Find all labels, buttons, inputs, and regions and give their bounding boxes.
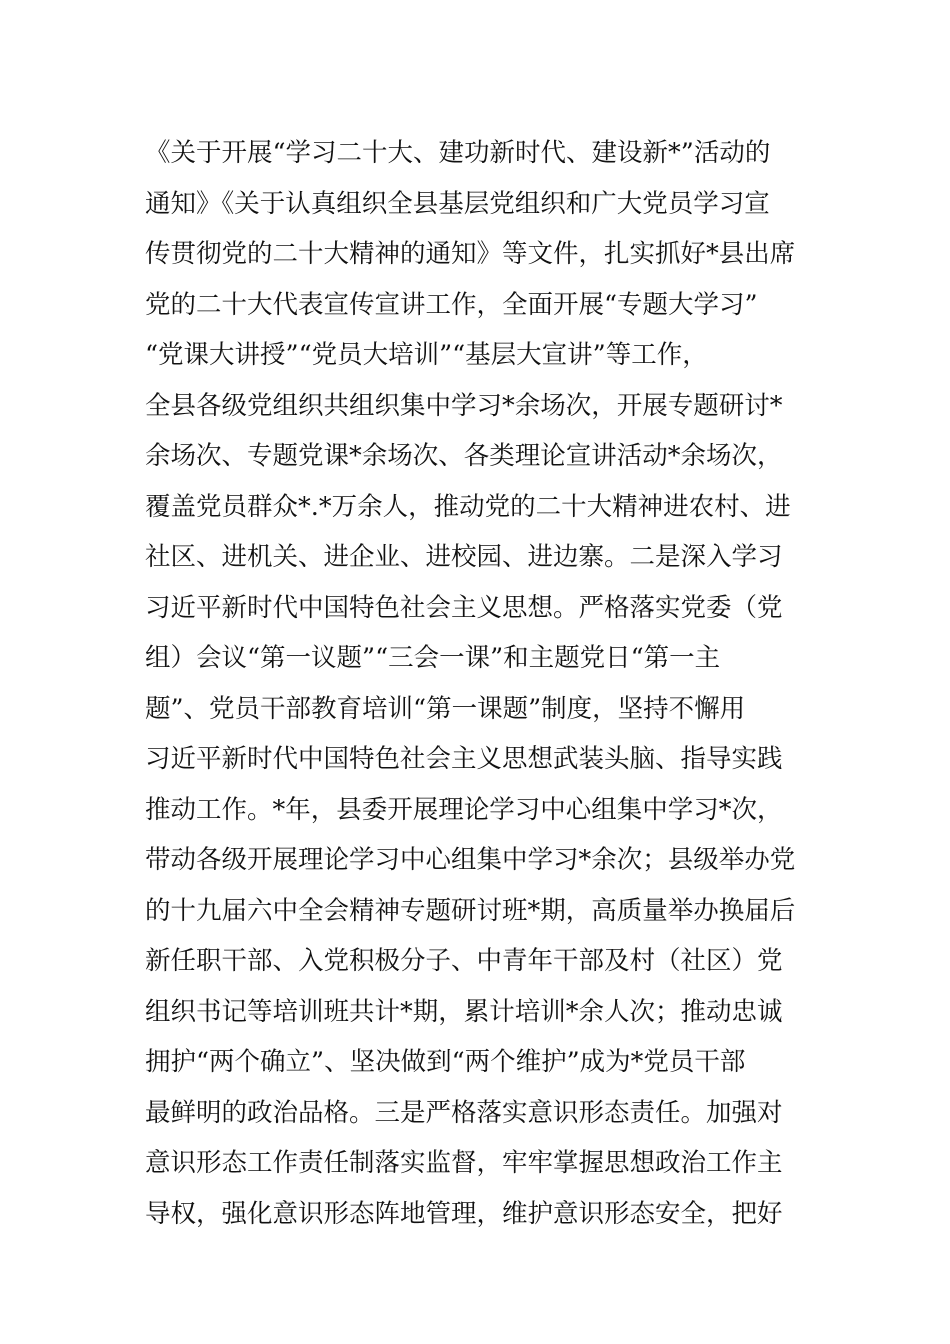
text-line: 组）会议“第一议题”“三会一课”和主题党日“第一主 xyxy=(145,643,721,673)
text-line: 《关于开展“学习二十大、建功新时代、建设新*”活动的 xyxy=(145,138,771,168)
text-line: 党的二十大代表宣传宣讲工作，全面开展“专题大学习” xyxy=(145,289,758,320)
text-line: 带动各级开展理论学习中心组集中学习*余次；县级举办党 xyxy=(145,845,796,875)
text-line: 推动工作。*年，县委开展理论学习中心组集中学习*次， xyxy=(145,794,783,825)
text-line: 覆盖党员群众*.*万余人，推动党的二十大精神进农村、进 xyxy=(145,491,791,522)
body-text xyxy=(145,128,825,1239)
text-line: 余场次、专题党课*余场次、各类理论宣讲活动*余场次， xyxy=(145,441,783,471)
text-line: 题”、党员干部教育培训“第一课题”制度，坚持不懈用 xyxy=(145,693,746,724)
text-line: 新任职干部、入党积极分子、中青年干部及村（社区）党 xyxy=(145,946,783,976)
text-line: “党课大讲授”“党员大培训”“基层大宣讲”等工作， xyxy=(145,340,708,370)
text-line: 习近平新时代中国特色社会主义思想。严格落实党委（党 xyxy=(145,592,783,623)
text-line: 全县各级党组织共组织集中学习*余场次，开展专题研讨* xyxy=(145,390,783,421)
text-line: 习近平新时代中国特色社会主义思想武装头脑、指导实践 xyxy=(145,744,783,774)
text-line: 社区、进机关、进企业、进校园、进边寨。二是深入学习 xyxy=(145,542,783,572)
text-line: 意识形态工作责任制落实监督，牢牢掌握思想政治工作主 xyxy=(145,1148,783,1178)
text-line: 传贯彻党的二十大精神的通知》等文件，扎实抓好*县出席 xyxy=(145,239,796,269)
text-line: 拥护“两个确立”、坚决做到“两个维护”成为*党员干部 xyxy=(145,1047,746,1077)
text-line: 通知》《关于认真组织全县基层党组织和广大党员学习宣 xyxy=(145,188,770,219)
text-line: 最鲜明的政治品格。三是严格落实意识形态责任。加强对 xyxy=(145,1097,783,1128)
text-line: 的十九届六中全会精神专题研讨班*期，高质量举办换届后 xyxy=(145,895,796,926)
text-line: 导权，强化意识形态阵地管理，维护意识形态安全，把好 xyxy=(145,1198,783,1229)
text-line: 组织书记等培训班共计*期，累计培训*余人次；推动忠诚 xyxy=(145,996,783,1027)
